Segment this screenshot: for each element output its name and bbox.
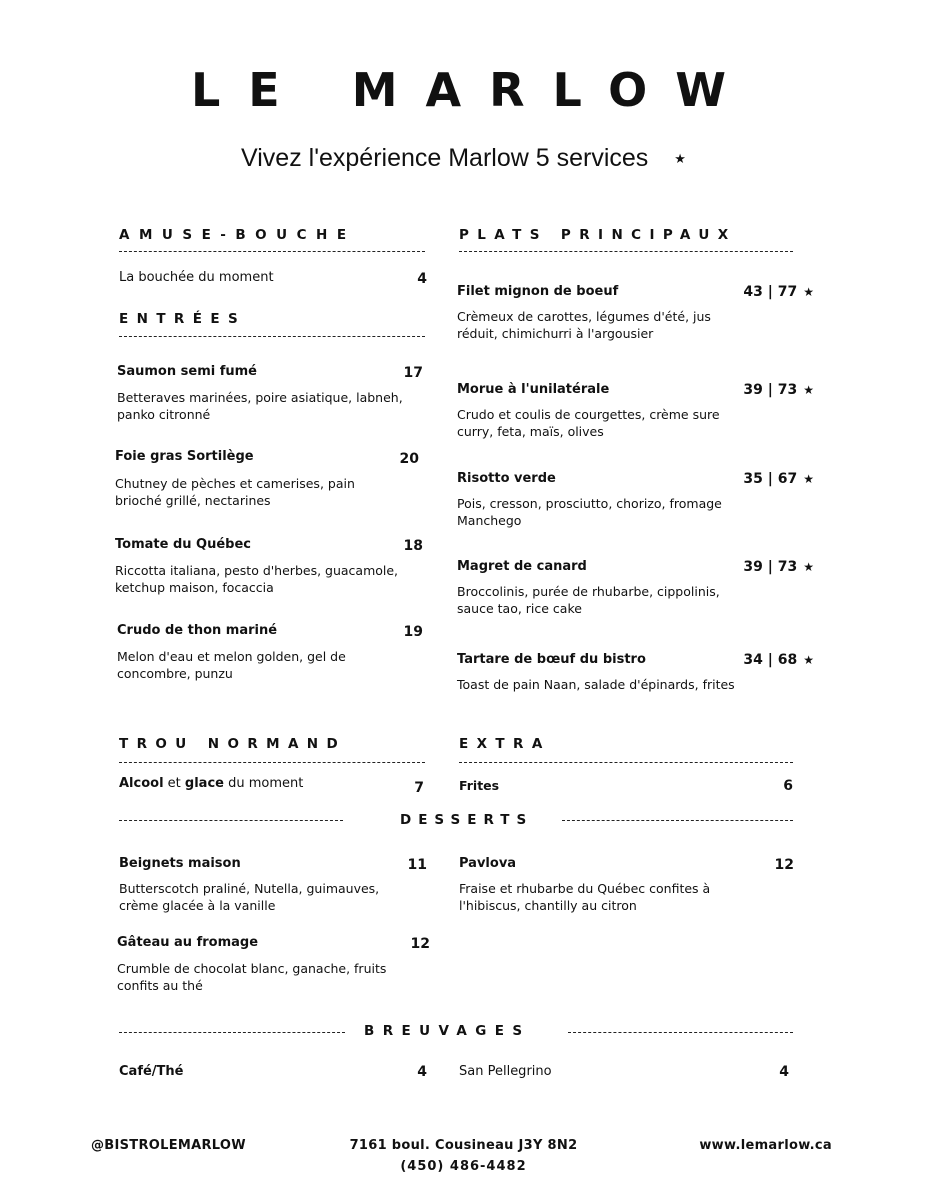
menu-item-name: Saumon semi fumé [117, 364, 258, 379]
menu-item-description: Melon d'eau et melon golden, gel de concombre, punzu [117, 649, 346, 681]
menu-item-name [119, 775, 303, 793]
menu-item-price [700, 558, 814, 576]
menu-item-description: Broccolinis, purée de rhubarbe, cippolinis, sauce tao, rice cake [457, 584, 720, 616]
menu-item-price [700, 651, 814, 669]
menu-item-description: Pois, cresson, prosciutto, chorizo, fromage Manchego [457, 496, 722, 528]
menu-item-name: Pavlova [459, 856, 517, 871]
menu-item-name: Tartare de bœuf du bistro [457, 652, 646, 667]
menu-item-price: 19 [403, 624, 423, 640]
website-link[interactable]: www.lemarlow.ca [699, 1138, 832, 1153]
star-icon: ★ [803, 653, 814, 667]
section-divider [119, 251, 425, 252]
price-value: 39 | 73 [743, 559, 798, 575]
section-divider [568, 1032, 793, 1033]
menu-item-description: Fraise et rhubarbe du Québec confites à l'hibiscus, chantilly au citron [459, 881, 711, 913]
star-icon: ★ [803, 383, 814, 397]
menu-item-description: Chutney de pèches et camerises, pain brioché grillé, nectarines [115, 476, 355, 508]
menu-item-price: 18 [403, 538, 423, 554]
menu-item-price: 17 [403, 365, 423, 381]
section-divider [119, 820, 343, 821]
section-divider [562, 820, 793, 821]
menu-item-description: Toast de pain Naan, salade d'épinards, frites [457, 677, 735, 692]
menu-item-description: Riccotta italiana, pesto d'herbes, guacamole, ketchup maison, focaccia [115, 563, 399, 595]
menu-item-price: 6 [783, 778, 793, 794]
menu-item-name: San Pellegrino [459, 1064, 552, 1079]
menu-item-name: Gâteau au fromage [117, 935, 259, 950]
menu-item-price: 4 [417, 1064, 427, 1080]
section-heading-breuvages: BREUVAGES [364, 1023, 531, 1039]
menu-item-name: La bouchée du moment [119, 270, 274, 285]
price-value: 34 | 68 [743, 652, 798, 668]
menu-item-price: 11 [407, 857, 427, 873]
item-name-part: du moment [223, 776, 304, 791]
section-divider [119, 762, 425, 763]
menu-item-price: 4 [417, 271, 427, 287]
menu-item-name: Morue à l'unilatérale [457, 382, 610, 397]
menu-item-name: Frites [459, 778, 500, 793]
price-value: 35 | 67 [743, 471, 798, 487]
section-heading-extra: EXTRA [459, 736, 551, 752]
menu-item-name: Risotto verde [457, 471, 556, 486]
menu-item-price: 20 [399, 451, 419, 467]
section-heading-entrees: ENTRÉES [119, 311, 247, 327]
section-divider [459, 251, 793, 252]
menu-item-name: Foie gras Sortilège [115, 449, 254, 464]
item-name-part: et [163, 776, 185, 791]
price-value: 39 | 73 [743, 382, 798, 398]
menu-item-name: Filet mignon de boeuf [457, 284, 619, 299]
menu-item-name: Beignets maison [119, 856, 241, 871]
price-value: 43 | 77 [743, 284, 798, 300]
menu-item-price [700, 470, 814, 488]
section-heading-amuse-bouche: AMUSE-BOUCHE [119, 227, 356, 243]
subtitle-text: Vivez l'expérience Marlow 5 services [241, 144, 649, 172]
menu-item-price: 4 [779, 1064, 789, 1080]
menu-item-description: Crèmeux de carottes, légumes d'été, jus réduit, chimichurri à l'argousier [457, 309, 711, 341]
star-icon: ★ [803, 472, 814, 486]
section-divider [459, 762, 793, 763]
menu-item-price [700, 381, 814, 399]
menu-item-name: Tomate du Québec [115, 537, 251, 552]
menu-item-name: Magret de canard [457, 559, 587, 574]
star-icon: ★ [674, 151, 686, 167]
menu-item-name: Crudo de thon mariné [117, 623, 278, 638]
section-heading-desserts: DESSERTS [400, 812, 534, 828]
section-divider [119, 336, 425, 337]
star-icon: ★ [803, 285, 814, 299]
menu-item-name: Café/Thé [119, 1064, 184, 1079]
item-name-part: glace [184, 776, 224, 791]
menu-subtitle [0, 142, 927, 175]
restaurant-title: LE MARLOW [190, 63, 755, 117]
menu-item-description: Butterscotch praliné, Nutella, guimauves, crème glacée à la vanille [119, 881, 380, 913]
menu-item-price: 12 [774, 857, 794, 873]
menu-item-description: Crumble de chocolat blanc, ganache, fruits confits au thé [117, 961, 387, 993]
menu-item-price: 7 [414, 780, 424, 796]
section-divider [119, 1032, 345, 1033]
menu-item-price [700, 283, 814, 301]
social-handle[interactable]: @BISTROLEMARLOW [91, 1138, 246, 1153]
star-icon: ★ [803, 560, 814, 574]
footer-address: 7161 boul. Cousineau J3Y 8N2 [349, 1138, 578, 1153]
item-name-part: Alcool [119, 776, 164, 791]
menu-item-description: Betteraves marinées, poire asiatique, labneh, panko citronné [117, 390, 403, 422]
menu-item-description: Crudo et coulis de courgettes, crème sure curry, feta, maïs, olives [457, 407, 720, 439]
section-heading-plats-principaux: PLATS PRINCIPAUX [459, 227, 737, 243]
footer-phone[interactable]: (450) 486-4482 [400, 1159, 527, 1174]
section-heading-trou-normand: TROU NORMAND [119, 736, 347, 752]
menu-item-price: 12 [410, 936, 430, 952]
